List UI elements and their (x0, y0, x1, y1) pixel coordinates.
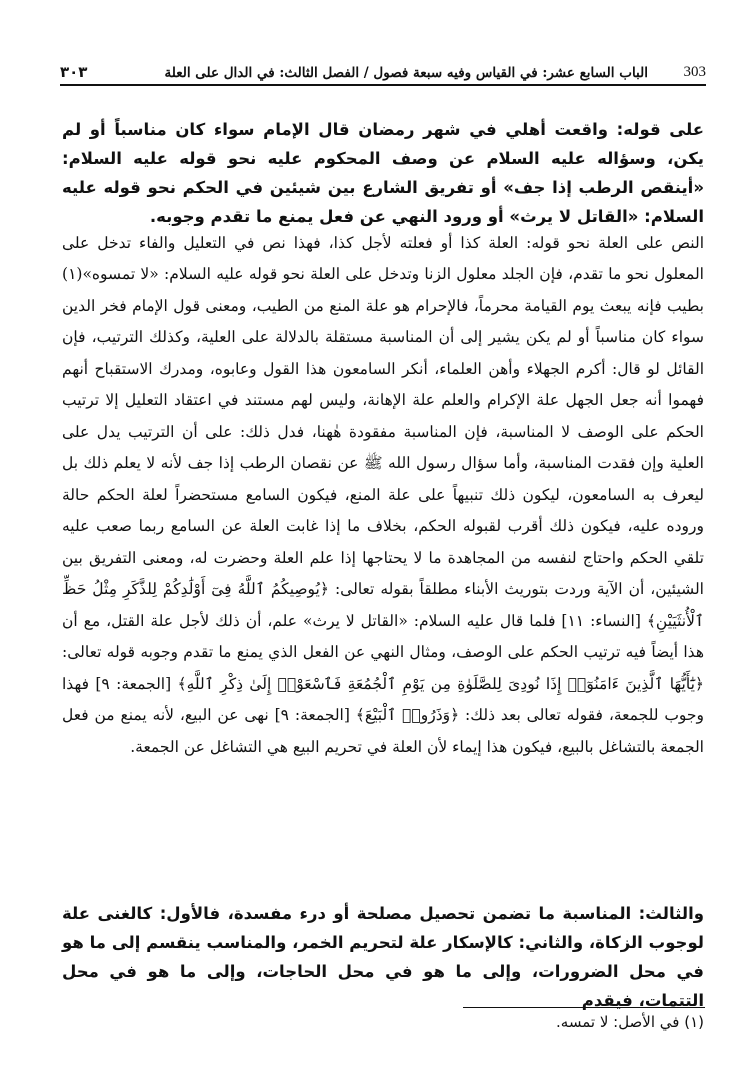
paragraph-matn-2: والثالث: المناسبة ما تضمن تحصيل مصلحة أو درء مفسدة، فالأول: كالغنى علة لوجوب الزكاة، والثاني: كالإسكار علة لتحريم الخمر، والمناسب ينقسم إلى ما هو في محل الضرورات، وإلى ما هو في محل الحاجات، وإلى ما هو في محل التتمات، فيقدم (62, 903, 704, 1011)
page-number-arabic: ٣٠٣ (60, 63, 88, 81)
running-title: الباب السابع عشر: في القياس وفيه سبعة فصول / الفصل الثالث: في الدال على العلة (164, 65, 648, 81)
paragraph-commentary: النص على العلة نحو قوله: العلة كذا أو فعلته لأجل كذا، فهذا نص في التعليل والفاء تدخل على المعلول نحو ما تقدم، فإن الجلد معلول الزنا وتدخل على العلة نحو قوله عليه السلام: «لا تمسوه»(١) بطيب فإنه يبعث يوم القيامة محرماً، فالإحرام هو علة المنع من الطيب، ومعنى قول الإمام فخر الدين سواء كان مناسباً أو لم يكن يشير إلى أن المناسبة مستقلة بالدلالة على العلية، وكذلك الترتيب، فإن القائل لو قال: أكرم الجهلاء وأهن العلماء، أنكر السامعون هذا القول وعابوه، ومدرك الاستقباح أنهم فهموا أنه جعل الجهل علة الإكرام والعلم علة الإهانة، وليس لهم مستند في اعتقاد التعليل إلا ترتيب الحكم على الوصف لا المناسبة، فإن المناسبة مفقودة هٰهنا، فدل ذلك: على أن الترتيب يدل على العلية وإن فقدت المناسبة، وأما سؤال رسول الله ﷺ عن نقصان الرطب إذا جف لأنه لا يعلم ذلك بل ليعرف به السامعون، ليكون ذلك تنبيهاً على علة المنع، فيكون السامع مستحضراً لعلة الحكم حالة وروده عليه، فيكون ذلك أقرب لقبوله الحكم، بخلاف ما إذا غابت العلة عن السامع ربما صعب عليه تلقي الحكم واحتاج لنفسه من المجاهدة ما لا يحتاجها إذا علم العلة وحضرت له، ومعنى التفريق بين الشيئين، أن الآية وردت بتوريث الأبناء مطلقاً بقوله تعالى: ﴿يُوصِيكُمُ ٱللَّهُ فِىٓ أَوْلَٰدِكُمْ لِلذَّكَرِ مِثْلُ حَظِّ ٱلْأُنثَيَيْنِ﴾ [النساء: ١١] فلما قال عليه السلام: «القاتل لا يرث» علم، أن ذلك لأجل علة القتل، مع أن هذا أيضاً فيه ترتيب الحكم على الوصف، ومثال النهي عن الفعل الذي يمنع ما تقدم وجوبه قوله تعالى: ﴿يَٰٓأَيُّهَا ٱلَّذِينَ ءَامَنُوٓا۟ إِذَا نُودِىَ لِلصَّلَوٰةِ مِن يَوْمِ ٱلْجُمُعَةِ فَٱسْعَوْا۟ إِلَىٰ ذِكْرِ ٱللَّهِ﴾ [الجمعة: ٩] فهذا وجوب للجمعة، فقوله تعالى بعد ذلك: ﴿وَذَرُوا۟ ٱلْبَيْعَ﴾ [الجمعة: ٩] نهى عن البيع، لأنه يمنع من فعل الجمعة بالتشاغل بالبيع، فيكون هذا إيماء لأن العلة في تحريم البيع هي التشاغل عن الجمعة. (62, 233, 704, 756)
footnote-divider (463, 1007, 705, 1008)
footnote: (١) في الأصل: لا تمسه. (556, 1013, 704, 1031)
page-header (60, 58, 706, 86)
paragraph-matn-1: على قوله: واقعت أهلي في شهر رمضان قال الإمام سواء كان مناسباً أو لم يكن، وسؤاله عليه السلام عن وصف المحكوم عليه نحو قوله عليه السلام: «أينقص الرطب إذا جف» أو تفريق الشارع بين شيئين في الحكم نحو قوله عليه السلام: «القاتل لا يرث» أو ورود النهي عن فعل يمنع ما تقدم وجوبه. (62, 119, 704, 227)
page-number-latin: 303 (683, 64, 706, 80)
